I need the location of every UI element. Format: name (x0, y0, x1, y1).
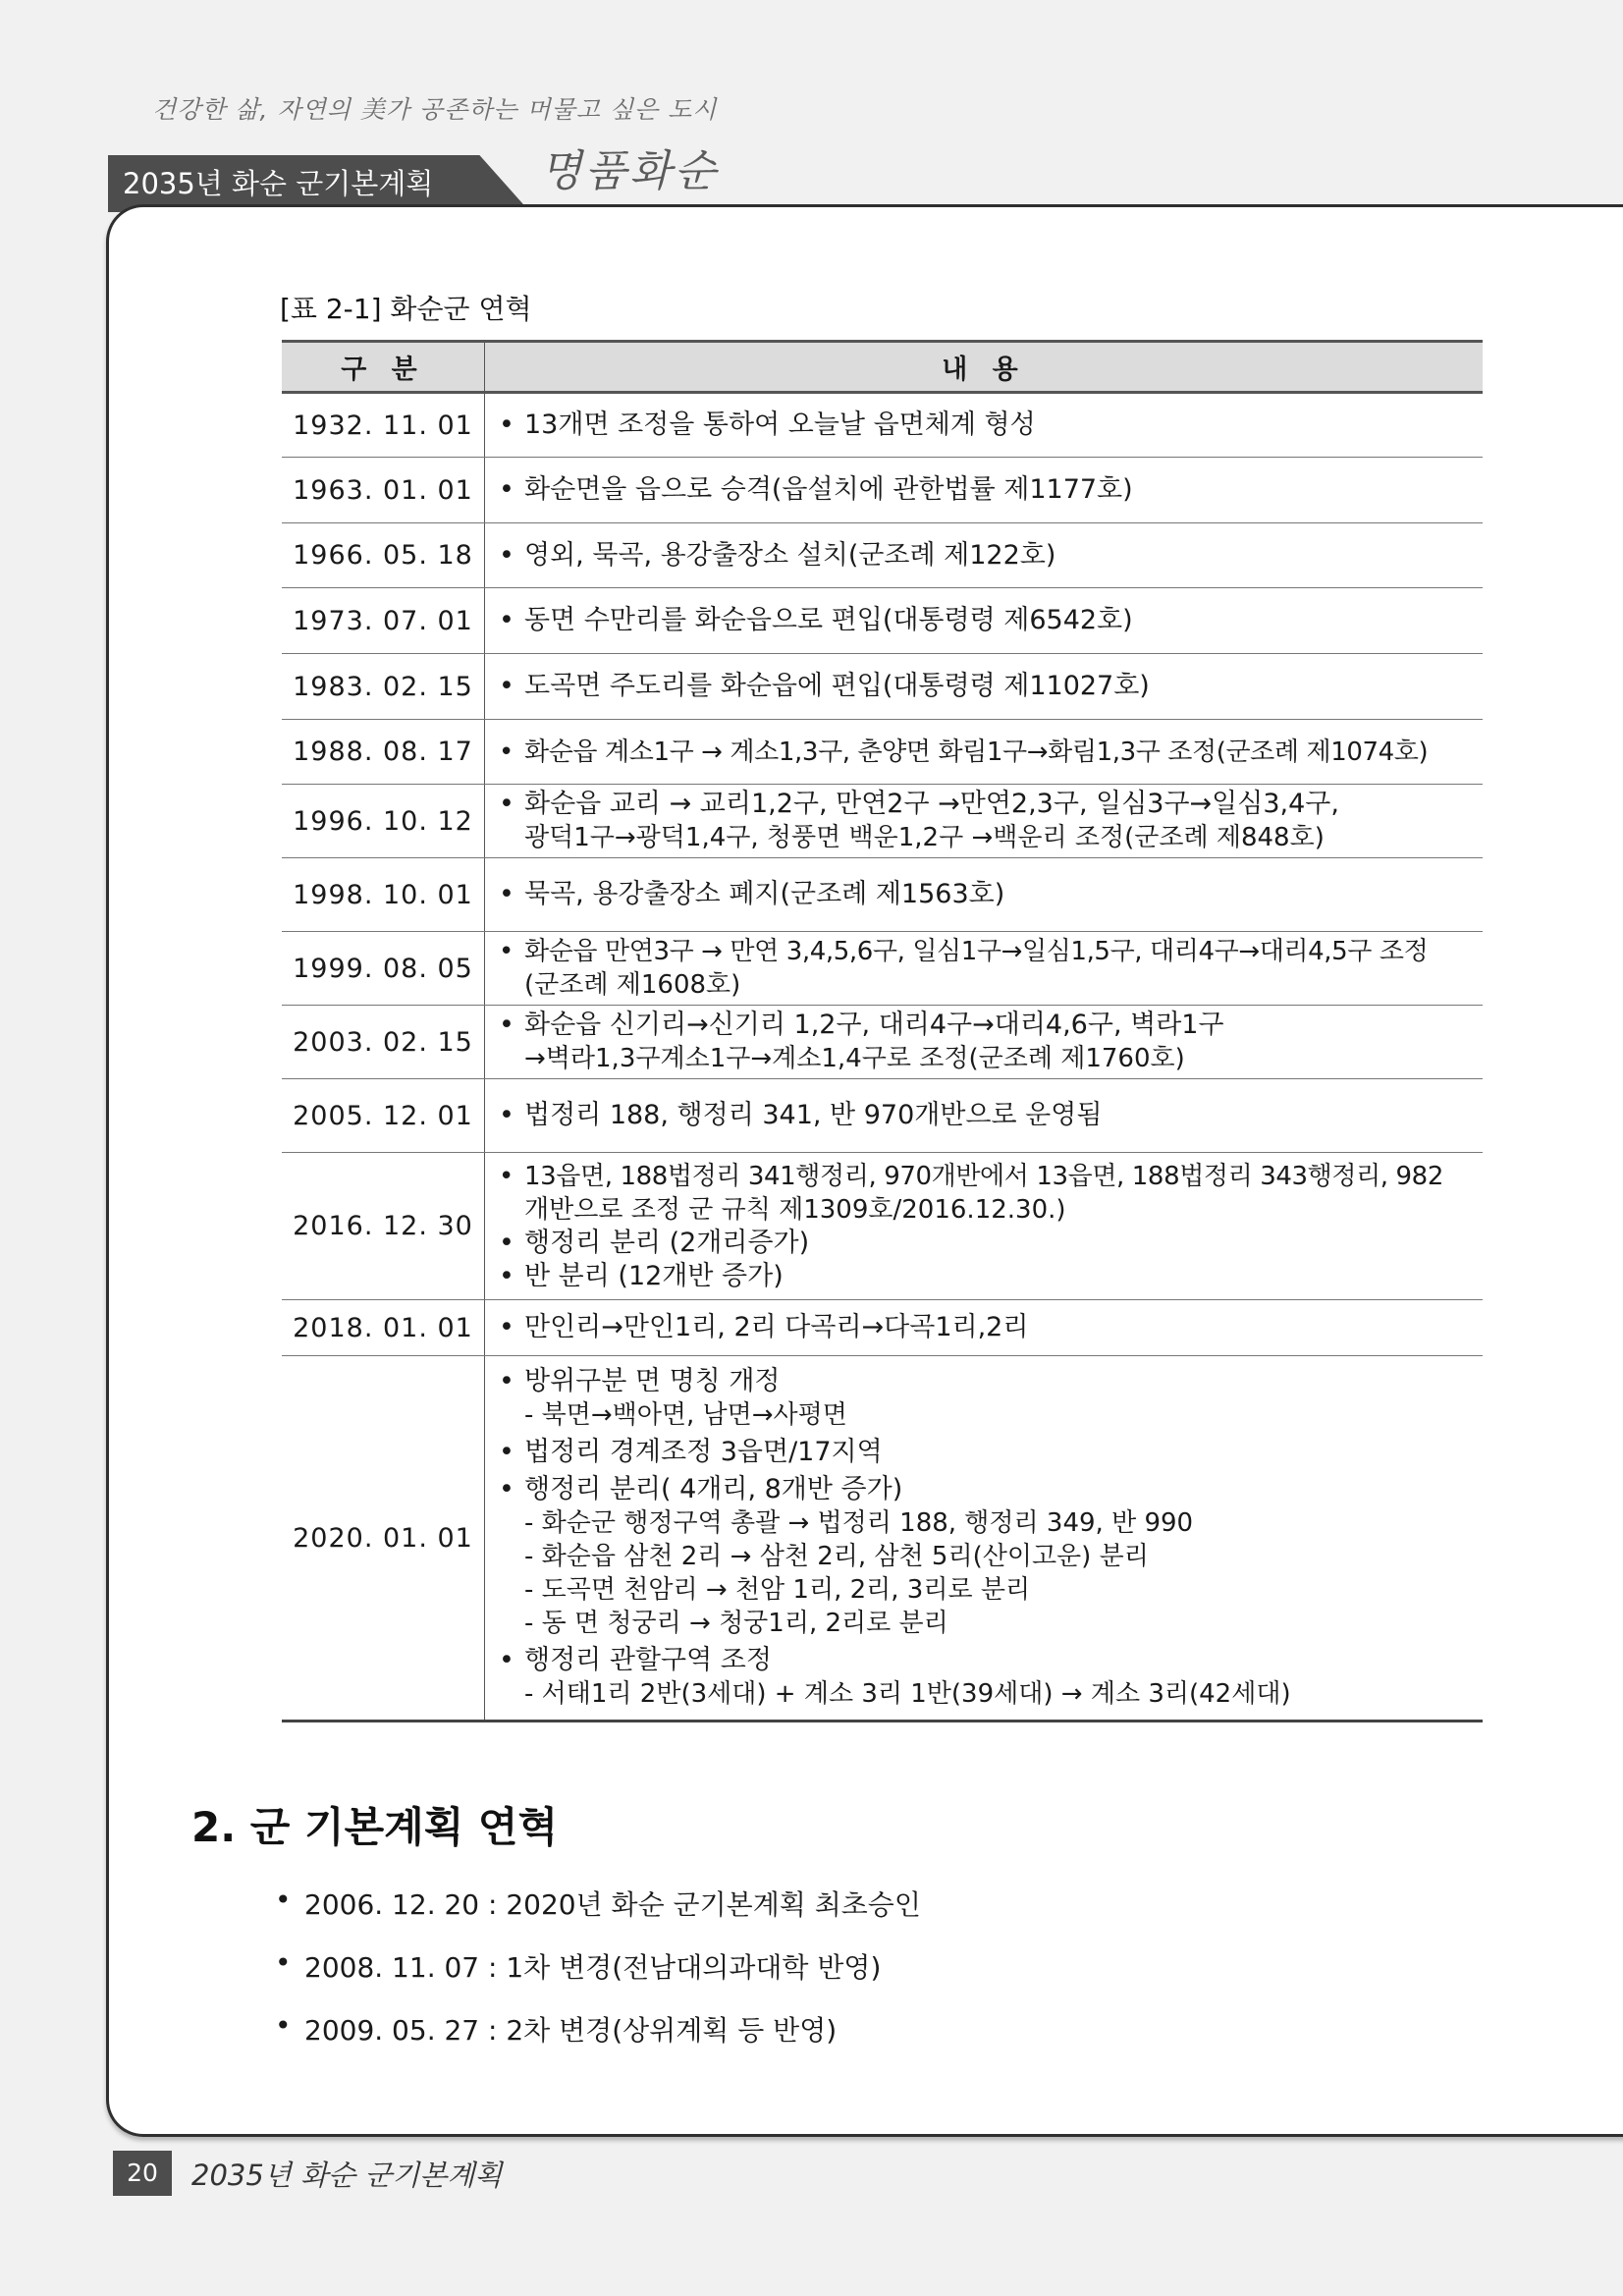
table-row (282, 458, 1483, 523)
row-date: 1988. 08. 17 (282, 720, 485, 785)
table-row (282, 858, 1483, 932)
table-row (282, 785, 1483, 858)
row-date: 2018. 01. 01 (282, 1300, 485, 1356)
header-tagline: 건강한 삶, 자연의 美가 공존하는 머물고 싶은 도시 (152, 95, 718, 124)
table-row (282, 932, 1483, 1006)
table-row (282, 1006, 1483, 1079)
row-continuation: 개반으로 조정 군 규칙 제1309호/2016.12.30.) (524, 1194, 1066, 1225)
row-date: 2020. 01. 01 (282, 1356, 485, 1722)
row-bullet: • 행정리 관할구역 조정 (499, 1644, 1479, 1677)
row-bullet: • 화순면을 읍으로 승격(읍설치에 관한법률 제1177호) (499, 473, 1479, 507)
row-bullet: • 반 분리 (12개반 증가) (499, 1260, 1479, 1293)
row-bullet: • 13읍면, 188법정리 341행정리, 970개반에서 13읍면, 188법정리 343행정리, 982 (499, 1160, 1479, 1193)
row-bullet: • 방위구분 면 명칭 개정 (499, 1365, 1479, 1398)
table-header-row (282, 342, 1483, 393)
row-content (485, 720, 1484, 785)
row-date: 1973. 07. 01 (282, 588, 485, 654)
row-bullet: • 법정리 188, 행정리 341, 반 970개반으로 운영됨 (499, 1099, 1479, 1132)
table-row (282, 588, 1483, 654)
row-bullet: • 영외, 묵곡, 용강출장소 설치(군조례 제122호) (499, 539, 1479, 573)
row-bullet: • 도곡면 주도리를 화순읍에 편입(대통령령 제11027호) (499, 670, 1479, 703)
row-bullet: • 화순읍 계소1구 → 계소1,3구, 춘양면 화림1구→화림1,3구 조정(군조례 제1074호) (499, 736, 1479, 769)
table-row (282, 1356, 1483, 1722)
row-sub-item: - 화순읍 삼천 2리 → 삼천 2리, 삼천 5리(산이고운) 분리 (524, 1542, 1149, 1571)
row-sub-item: - 동 면 청궁리 → 청궁1리, 2리로 분리 (524, 1609, 948, 1638)
row-content (485, 588, 1484, 654)
row-bullet: • 행정리 분리 (2개리증가) (499, 1227, 1479, 1260)
row-bullet: • 행정리 분리( 4개리, 8개반 증가) (499, 1473, 1479, 1506)
row-continuation: (군조례 제1608호) (524, 970, 741, 1000)
list-item: • 2009. 05. 27 : 2차 변경(상위계획 등 반영) (275, 2009, 837, 2049)
row-bullet: • 화순읍 신기리→신기리 1,2구, 대리4구→대리4,6구, 벽라1구 (499, 1009, 1479, 1042)
row-sub-item: - 도곡면 천암리 → 천암 1리, 2리, 3리로 분리 (524, 1575, 1031, 1605)
row-continuation: →벽라1,3구계소1구→계소1,4구로 조정(군조례 제1760호) (524, 1044, 1185, 1073)
row-continuation: 광덕1구→광덕1,4구, 청풍면 백운1,2구 →백운리 조정(군조례 제848호) (524, 823, 1325, 852)
page-number: 20 (113, 2151, 172, 2196)
row-bullet: • 만인리→만인1리, 2리 다곡리→다곡1리,2리 (499, 1311, 1479, 1344)
row-date: 2003. 02. 15 (282, 1006, 485, 1079)
row-bullet: • 13개면 조정을 통하여 오늘날 읍면체계 형성 (499, 409, 1479, 442)
header-plan-title: 2035년 화순 군기본계획 (123, 167, 434, 200)
table-row (282, 523, 1483, 588)
table-row (282, 1300, 1483, 1356)
section-title: 2. 군 기본계획 연혁 (191, 1803, 559, 1851)
row-date: 2005. 12. 01 (282, 1079, 485, 1153)
row-date: 1998. 10. 01 (282, 858, 485, 932)
row-sub-item: - 북면→백아면, 남면→사평면 (524, 1400, 847, 1430)
row-bullet: • 화순읍 교리 → 교리1,2구, 만연2구 →만연2,3구, 일심3구→일심3,4구, (499, 788, 1479, 821)
column-header-date: 구 분 (282, 342, 485, 393)
table-row (282, 1153, 1483, 1300)
row-content (485, 458, 1484, 523)
row-date: 1996. 10. 12 (282, 785, 485, 858)
row-bullet: • 화순읍 만연3구 → 만연 3,4,5,6구, 일심1구→일심1,5구, 대리4구→대리4,5구 조정 (499, 935, 1479, 968)
row-content (485, 1300, 1484, 1356)
row-date: 1932. 11. 01 (282, 393, 485, 458)
row-date: 1983. 02. 15 (282, 654, 485, 720)
row-bullet: • 동면 수만리를 화순읍으로 편입(대통령령 제6542호) (499, 604, 1479, 637)
row-content (485, 858, 1484, 932)
row-content (485, 932, 1484, 1006)
history-table (282, 340, 1483, 1722)
list-item: • 2008. 11. 07 : 1차 변경(전남대의과대학 반영) (275, 1946, 881, 1986)
footer-title: 2035년 화순 군기본계획 (191, 2159, 503, 2192)
row-content (485, 1006, 1484, 1079)
row-bullet: • 법정리 경계조정 3읍면/17지역 (499, 1436, 1479, 1469)
row-date: 1999. 08. 05 (282, 932, 485, 1006)
row-content (485, 654, 1484, 720)
row-content (485, 1153, 1484, 1300)
table-caption: [표 2-1] 화순군 연혁 (280, 293, 532, 325)
table-row (282, 654, 1483, 720)
row-content (485, 1079, 1484, 1153)
row-sub-item: - 화순군 행정구역 총괄 → 법정리 188, 행정리 349, 반 990 (524, 1508, 1194, 1538)
table-row (282, 1079, 1483, 1153)
row-bullet: • 묵곡, 용강출장소 폐지(군조례 제1563호) (499, 878, 1479, 911)
brand-logo: 명품화순 (540, 146, 720, 196)
row-content (485, 785, 1484, 858)
table-row (282, 720, 1483, 785)
column-header-content: 내 용 (485, 342, 1484, 393)
row-date: 1963. 01. 01 (282, 458, 485, 523)
row-content (485, 523, 1484, 588)
row-date: 1966. 05. 18 (282, 523, 485, 588)
list-item: • 2006. 12. 20 : 2020년 화순 군기본계획 최초승인 (275, 1884, 921, 1923)
table-row (282, 393, 1483, 458)
row-content (485, 393, 1484, 458)
row-content (485, 1356, 1484, 1722)
row-date: 2016. 12. 30 (282, 1153, 485, 1300)
row-sub-item: - 서태1리 2반(3세대) + 계소 3리 1반(39세대) → 계소 3리(42세대) (524, 1679, 1291, 1709)
